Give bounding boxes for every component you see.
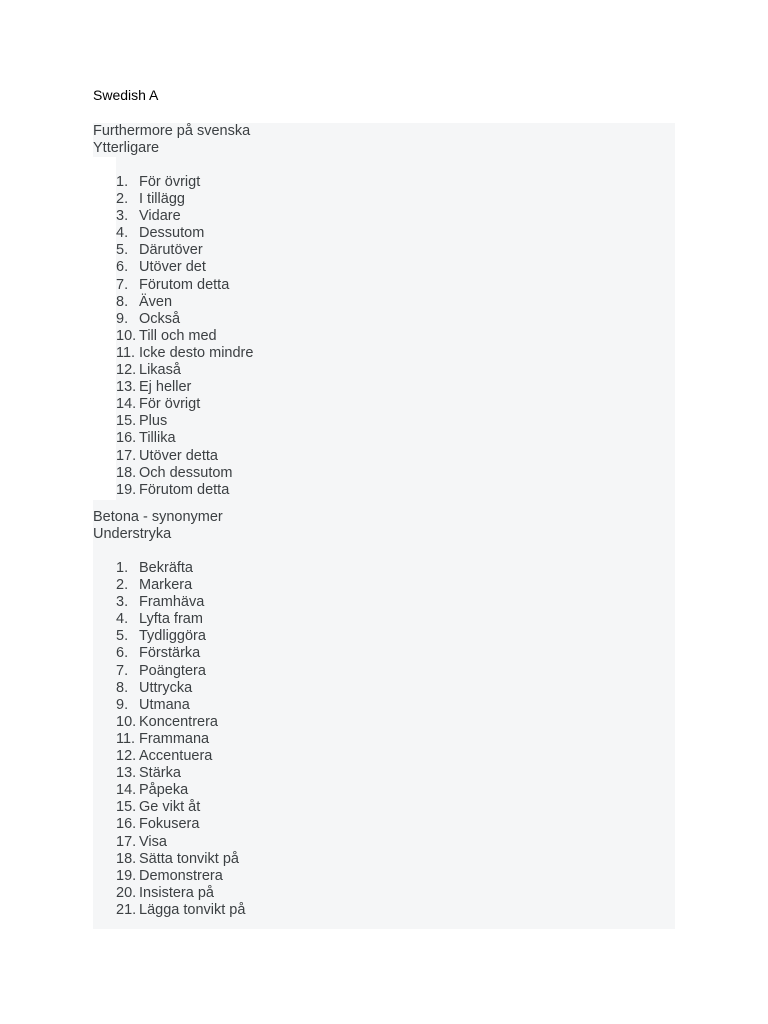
list-item-text: Insistera på <box>139 884 214 901</box>
list-item <box>93 697 675 714</box>
list-item-number: 6. <box>116 645 129 662</box>
list-item-number: 1. <box>116 174 129 190</box>
list-item <box>93 560 675 577</box>
list-item <box>93 782 675 799</box>
list-item <box>93 611 675 628</box>
list-item <box>93 259 675 276</box>
list-item <box>93 174 675 191</box>
list-item-number: 16. <box>116 816 137 833</box>
list-item-text: Lyfta fram <box>139 611 203 628</box>
list-item-number: 8. <box>116 293 129 310</box>
list-item <box>93 362 675 379</box>
list-item-number: 9. <box>116 696 129 713</box>
list-item-number: 2. <box>116 577 129 594</box>
list-item-number: 21. <box>116 901 137 918</box>
list-item-text: Icke desto mindre <box>139 344 254 361</box>
list-item <box>93 868 675 885</box>
list-item-text: Utöver det <box>139 259 206 276</box>
list-item-text: Visa <box>139 833 167 850</box>
list-item-text: Lägga tonvikt på <box>139 901 246 918</box>
list-item <box>93 799 675 816</box>
list-item-number: 10. <box>116 327 137 344</box>
list-item-number: 18. <box>116 464 137 481</box>
section-furthermore <box>93 123 675 500</box>
list-item-text: Dessutom <box>139 225 205 242</box>
word-list <box>93 174 675 499</box>
section-title: Furthermore på svenska <box>93 123 251 139</box>
list-item-text: Till och med <box>139 327 217 344</box>
list-item <box>93 680 675 697</box>
list-item-number: 15. <box>116 413 137 430</box>
list-item <box>93 902 675 919</box>
list-item-text: Likaså <box>139 362 181 379</box>
list-item <box>93 277 675 294</box>
list-item-text: Bekräfta <box>139 560 193 576</box>
list-item <box>93 294 675 311</box>
list-item <box>93 482 675 499</box>
list-item <box>93 834 675 851</box>
list-item-number: 19. <box>116 481 137 498</box>
list-item-number: 4. <box>116 225 129 242</box>
list-item-number: 2. <box>116 191 129 208</box>
list-item-number: 18. <box>116 850 137 867</box>
list-item <box>93 851 675 868</box>
list-item-text: Och dessutom <box>139 464 233 481</box>
list-item-number: 5. <box>116 242 129 259</box>
list-item <box>93 663 675 680</box>
list-item <box>93 225 675 242</box>
list-item-number: 5. <box>116 628 129 645</box>
list-item-text: Förutom detta <box>139 481 230 498</box>
list-item-text: Förutom detta <box>139 276 230 293</box>
list-item-number: 13. <box>116 765 137 782</box>
list-item <box>93 465 675 482</box>
list-item-number: 16. <box>116 430 137 447</box>
list-item-number: 7. <box>116 276 129 293</box>
list-item <box>93 628 675 645</box>
list-item-text: Sätta tonvikt på <box>139 850 239 867</box>
list-item-text: Påpeka <box>139 782 189 799</box>
list-item-number: 14. <box>116 396 137 413</box>
list-item <box>93 191 675 208</box>
list-item <box>93 748 675 765</box>
list-item-number: 4. <box>116 611 129 628</box>
list-item-number: 6. <box>116 259 129 276</box>
list-item-number: 10. <box>116 713 137 730</box>
list-item-number: 9. <box>116 310 129 327</box>
list-item-text: Accentuera <box>139 748 213 765</box>
list-item <box>93 885 675 902</box>
list-item-text: Vidare <box>139 208 181 225</box>
page-title: Swedish A <box>93 87 159 103</box>
list-item-number: 20. <box>116 884 137 901</box>
list-item-number: 12. <box>116 748 137 765</box>
list-item-number: 1. <box>116 560 129 576</box>
list-item <box>93 242 675 259</box>
list-item-number: 3. <box>116 208 129 225</box>
list-item <box>93 645 675 662</box>
list-item-text: Också <box>139 310 181 327</box>
list-item <box>93 577 675 594</box>
section-subtitle: Ytterligare <box>93 140 160 156</box>
list-item-number: 17. <box>116 447 137 464</box>
list-item <box>93 448 675 465</box>
list-item-text: Plus <box>139 413 168 430</box>
list-item <box>93 396 675 413</box>
list-item-text: Ge vikt åt <box>139 799 201 816</box>
list-item-number: 3. <box>116 594 129 611</box>
list-item-text: Poängtera <box>139 662 206 679</box>
list-item <box>93 714 675 731</box>
list-item-text: Utmana <box>139 696 190 713</box>
list-item <box>93 731 675 748</box>
list-item-text: Tillika <box>139 430 176 447</box>
list-item-number: 12. <box>116 362 137 379</box>
word-list <box>93 560 675 919</box>
list-item-text: Ej heller <box>139 379 192 396</box>
list-item-text: Markera <box>139 577 193 594</box>
list-item-number: 17. <box>116 833 137 850</box>
list-item-text: Förstärka <box>139 645 201 662</box>
list-item-text: Utöver detta <box>139 447 218 464</box>
list-item <box>93 765 675 782</box>
list-item <box>93 345 675 362</box>
list-item-text: Fokusera <box>139 816 200 833</box>
list-item-number: 13. <box>116 379 137 396</box>
list-item <box>93 430 675 447</box>
list-item-text: Även <box>139 293 173 310</box>
list-item-number: 11. <box>116 344 136 361</box>
list-item-text: Framhäva <box>139 594 205 611</box>
section-betona <box>93 500 675 929</box>
list-item <box>93 594 675 611</box>
list-item-text: För övrigt <box>139 174 201 190</box>
list-item-text: Därutöver <box>139 242 203 259</box>
list-item-number: 15. <box>116 799 137 816</box>
list-item-text: Stärka <box>139 765 181 782</box>
list-item-text: För övrigt <box>139 396 201 413</box>
list-item <box>93 311 675 328</box>
list-item-text: I tillägg <box>139 191 185 208</box>
list-item-text: Koncentrera <box>139 713 218 730</box>
list-item <box>93 379 675 396</box>
list-item <box>93 208 675 225</box>
list-item-number: 14. <box>116 782 137 799</box>
list-item-text: Tydliggöra <box>139 628 206 645</box>
section-title: Betona - synonymer <box>93 509 223 525</box>
list-item-number: 8. <box>116 679 129 696</box>
list-item <box>93 328 675 345</box>
list-item-number: 19. <box>116 867 137 884</box>
list-item <box>93 413 675 430</box>
list-item <box>93 816 675 833</box>
list-item-text: Frammana <box>139 730 210 747</box>
list-item-text: Demonstrera <box>139 867 223 884</box>
list-item-text: Uttrycka <box>139 679 193 696</box>
section-subtitle: Understryka <box>93 526 172 542</box>
list-item-number: 11. <box>116 730 136 747</box>
list-item-number: 7. <box>116 662 129 679</box>
